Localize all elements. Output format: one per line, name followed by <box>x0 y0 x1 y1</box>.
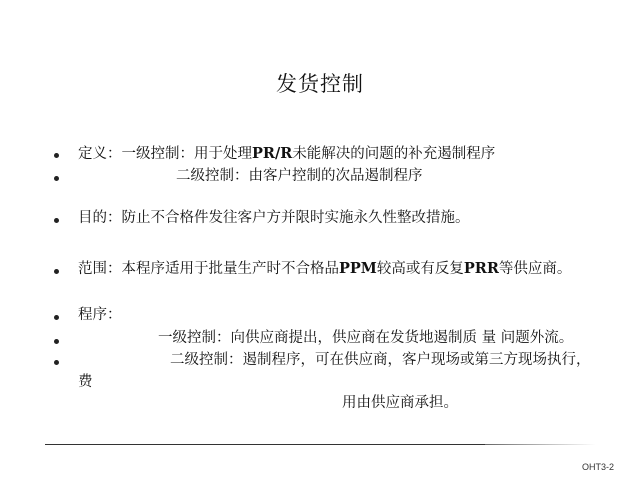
scope-line <box>78 259 571 279</box>
bullet-dot <box>54 339 59 344</box>
footer-divider <box>45 444 485 445</box>
definition-level1-text-a: 一级控制：用于处理 <box>121 146 252 162</box>
purpose-line: 目的：防止不合格件发往客户方并限时实施永久性整改措施。 <box>78 210 470 226</box>
slide-code: OHT3-2 <box>581 462 614 472</box>
scope-text-a: 范围：本程序适用于批量生产时不合格品 <box>78 261 339 277</box>
bullet-dot <box>54 153 59 158</box>
bullet-dot <box>54 218 59 223</box>
bullet-dot <box>54 269 59 274</box>
procedure-label: 程序： <box>78 307 122 323</box>
definition-line <box>78 144 495 164</box>
scope-bold-a: PPM <box>339 260 377 277</box>
definition-level1-bold: PR/R <box>252 145 293 162</box>
slide-title: 发货控制 <box>276 72 364 96</box>
bullet-dot <box>54 315 59 320</box>
bullet-dot <box>54 360 59 365</box>
bullet-dot <box>54 176 59 181</box>
scope-text-b: 较高或有反复 <box>376 261 464 277</box>
scope-bold-b: PRR <box>463 260 499 277</box>
definition-level1-text-b: 未能解决的问题的补充遏制程序 <box>292 146 496 162</box>
procedure-level2-cont: 费 <box>78 374 93 390</box>
procedure-level2-line: 二级控制：遏制程序，可在供应商，客户现场或第三方现场执行， <box>170 352 591 368</box>
definition-level2-line: 二级控制：由客户控制的次品遏制程序 <box>176 168 423 184</box>
footer-divider-fade <box>485 444 595 445</box>
procedure-level1-line: 一级控制：向供应商提出，供应商在发货地遏制质 量 问题外流。 <box>158 330 574 346</box>
definition-label: 定义： <box>78 146 122 162</box>
procedure-level2-cont2: 用由供应商承担。 <box>342 395 458 411</box>
scope-text-c: 等供应商。 <box>498 261 572 277</box>
